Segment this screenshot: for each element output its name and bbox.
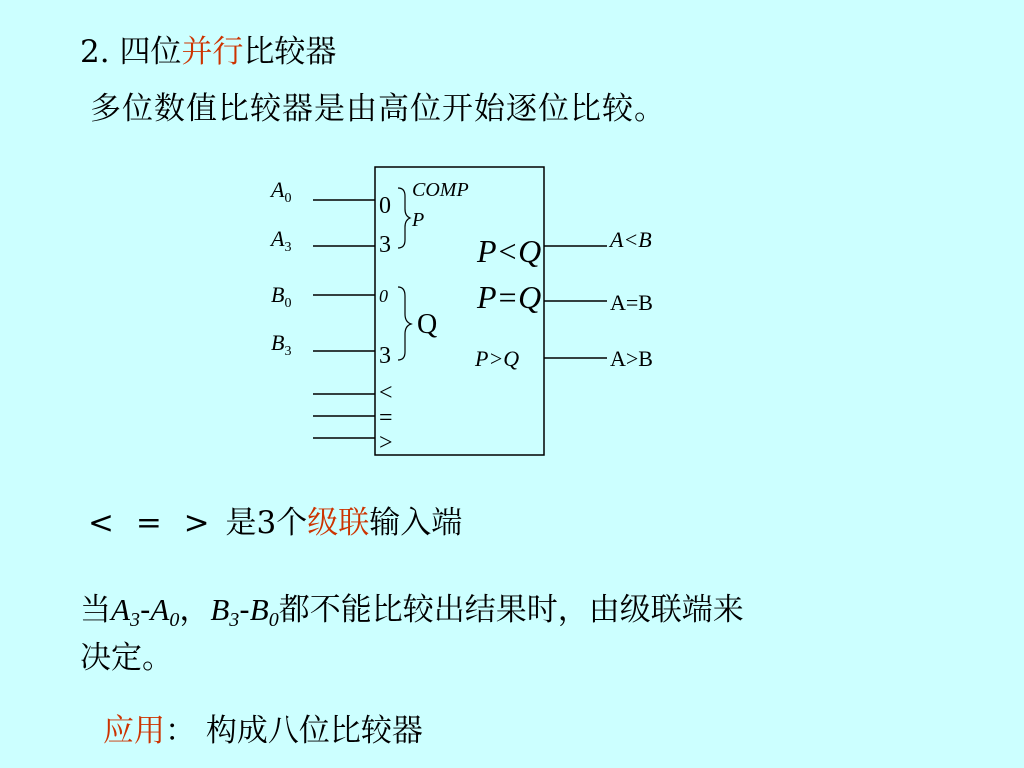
cascade-pin-lt: <	[379, 380, 393, 406]
output-label-eq: A=B	[610, 290, 653, 315]
q-label: Q	[417, 309, 438, 340]
title-part2: 比较器	[243, 34, 337, 70]
cascade-pin-eq: =	[379, 405, 393, 431]
pin-p0: 0	[379, 193, 391, 219]
block-title-comp: COMP	[412, 179, 469, 201]
explain-line-2: 决定。	[80, 640, 173, 676]
block-title-p: P	[412, 209, 425, 231]
explain-suffix: 都不能比较出结果时，由级联端来	[278, 592, 744, 628]
label-a3: $A_3$	[271, 226, 292, 255]
application-text: 构成八位比较器	[205, 713, 423, 749]
internal-output-gt: P>Q	[475, 346, 520, 371]
explain-dash-a: -	[139, 592, 151, 628]
brace-p	[398, 188, 410, 248]
explain-comma: ，	[179, 592, 211, 628]
cascade-text1: 是3个	[225, 505, 308, 541]
explain-prefix: 当	[80, 592, 111, 628]
application-label: 应用	[103, 713, 165, 749]
pin-q3: 3	[379, 343, 391, 369]
pin-q0: 0	[379, 286, 388, 306]
title-highlight: 并行	[181, 34, 244, 70]
internal-output-lt: P<Q	[477, 233, 542, 269]
title-part1: 四位	[119, 34, 182, 70]
brace-q	[398, 287, 411, 360]
explain-dash-b: -	[239, 592, 250, 628]
application-line	[103, 712, 423, 750]
cascade-note	[88, 504, 462, 542]
output-label-gt: A>B	[610, 346, 653, 371]
explain-a-lo: $A_0$	[150, 592, 180, 631]
explain-b-lo: $B_0$	[249, 592, 279, 631]
explain-b-hi: $B_3$	[210, 592, 240, 631]
cascade-symbols: < = >	[88, 505, 216, 541]
cascade-text2: 输入端	[369, 505, 463, 541]
internal-output-eq: P=Q	[477, 279, 542, 315]
cascade-highlight: 级联	[307, 505, 370, 541]
label-b0: $B_0$	[271, 282, 292, 311]
label-a0: $A_0$	[271, 177, 292, 206]
output-label-lt: A<B	[610, 227, 652, 252]
pin-p3: 3	[379, 232, 391, 258]
cascade-pin-gt: >	[379, 430, 393, 456]
explain-line-1	[80, 591, 744, 629]
intro-text: 多位数值比较器是由高位开始逐位比较。	[90, 91, 666, 127]
explain-a-hi: $A_3$	[111, 592, 140, 631]
label-b3: $B_3$	[271, 330, 292, 359]
title-number: 2.	[80, 34, 110, 70]
application-colon: ：	[165, 713, 196, 749]
